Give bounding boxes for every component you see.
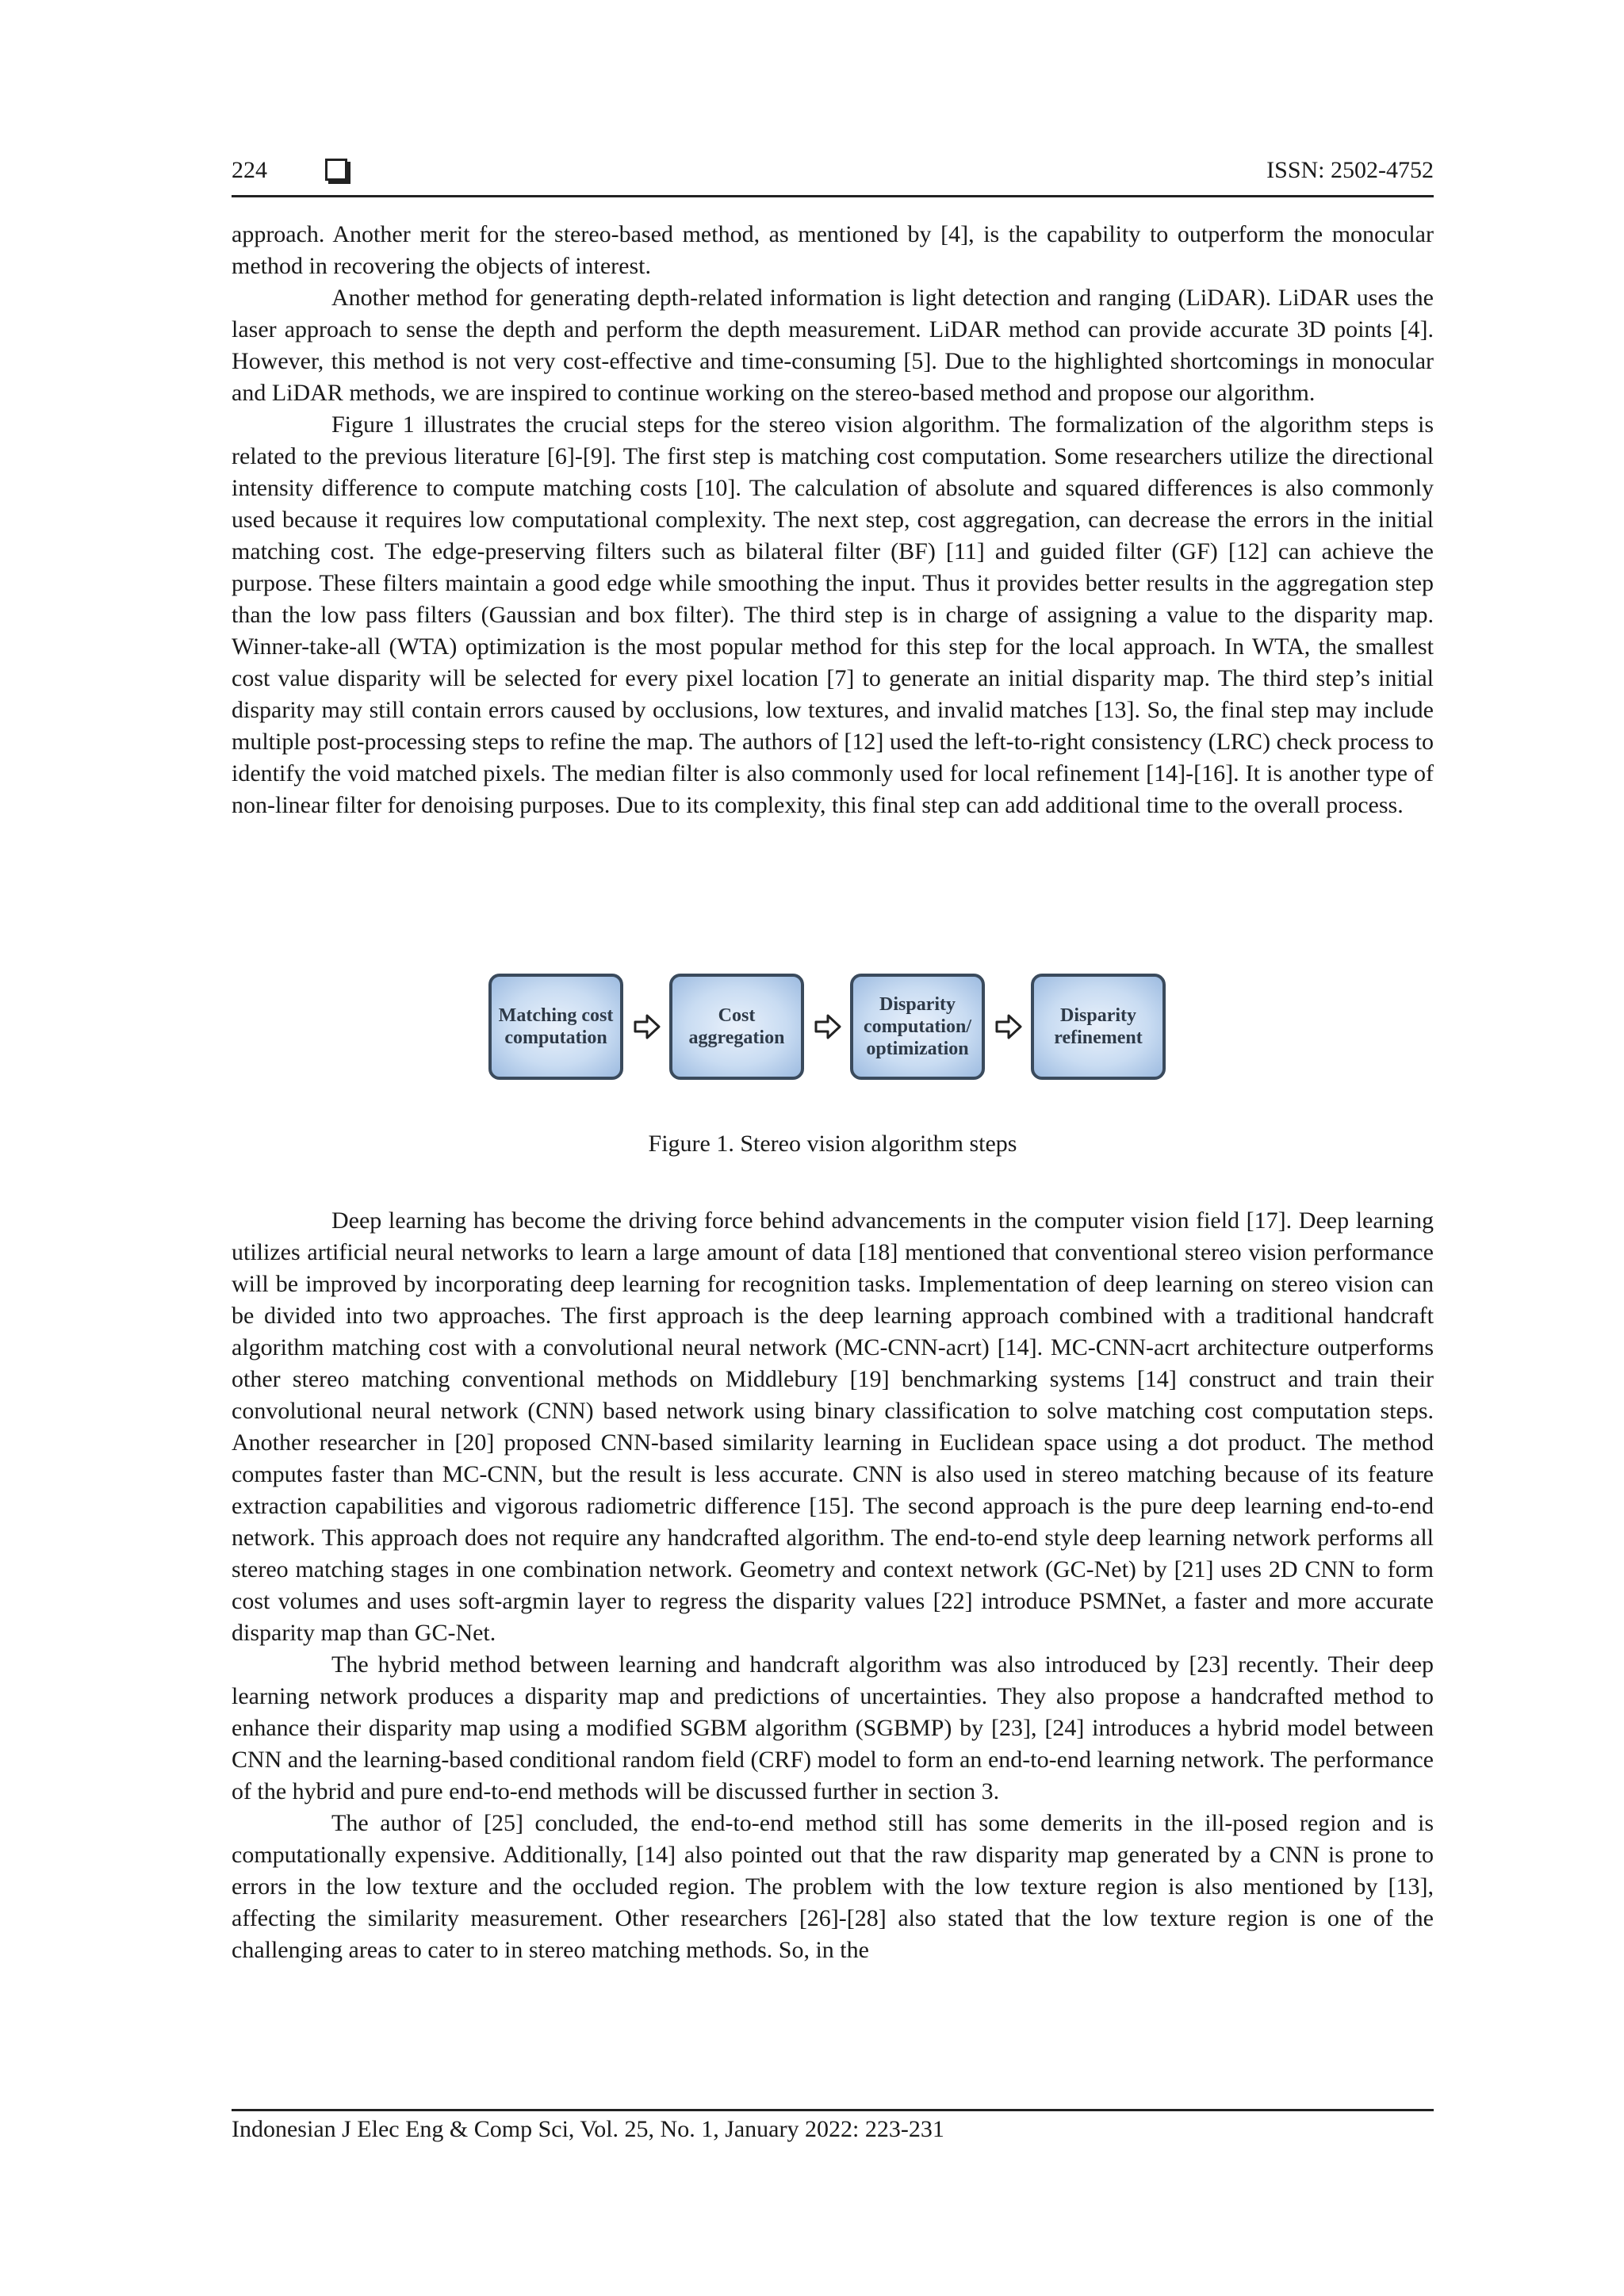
body-section-bottom bbox=[232, 1205, 1434, 1966]
page-footer bbox=[232, 2109, 1434, 2143]
checkbox-square-icon bbox=[325, 159, 347, 181]
paragraph: Deep learning has become the driving force behind advancements in the computer vision field [17]. Deep learning utilizes artificial neural networks to learn a large amount of data [18] mentioned that conventional stereo vision performance will be improved by incorporating deep learning for recognition tasks. Implementation of deep learning on stereo vision can be divided into two approaches. The first approach is the deep learning approach combined with a traditional handcraft algorithm matching cost with a convolutional neural network (MC-CNN-acrt) [14]. MC-CNN-acrt architecture outperforms other stereo matching conventional methods on Middlebury [19] benchmarking systems [14] construct and train their convolutional neural network (CNN) based network using binary classification to solve matching cost computation steps. Another researcher in [20] proposed CNN-based similarity learning in Euclidean space using a dot product. The method computes faster than MC-CNN, but the result is less accurate. CNN is also used in stereo matching because of its feature extraction capabilities and vigorous radiometric difference [15]. The second approach is the pure deep learning end-to-end network. This approach does not require any handcrafted algorithm. The end-to-end style deep learning network performs all stereo matching stages in one combination network. Geometry and context network (GC-Net) by [21] uses 2D CNN to form cost volumes and uses soft-argmin layer to regress the disparity values [22] introduce PSMNet, a faster and more accurate disparity map than GC-Net. bbox=[232, 1207, 1434, 1646]
issn-label: ISSN: 2502-4752 bbox=[1266, 157, 1434, 183]
figure-1-flowchart bbox=[488, 974, 1178, 1085]
page-header bbox=[232, 151, 1434, 197]
paragraph: Another method for generating depth-related information is light detection and ranging (LiDAR). LiDAR uses the laser approach to sense the depth and perform the depth measurement. LiDAR method can provide accurate 3D points [4]. However, this method is not very cost-effective and time-consuming [5]. Due to the highlighted shortcomings in monocular and LiDAR methods, we are inspired to continue working on the stereo-based method and propose our algorithm. bbox=[232, 285, 1434, 406]
paragraph: The hybrid method between learning and handcraft algorithm was also introduced by [23] recently. Their deep learning network produces a disparity map and predictions of uncertainties. They also propose a handcrafted method to enhance their disparity map using a modified SGBM algorithm (SGBMP) by [23], [24] introduces a hybrid model between CNN and the learning-based conditional random field (CRF) model to form an end-to-end learning network. The performance of the hybrid and pure end-to-end methods will be discussed further in section 3. bbox=[232, 1651, 1434, 1804]
right-arrow-icon bbox=[994, 1013, 1023, 1040]
paragraph: approach. Another merit for the stereo-based method, as mentioned by [4], is the capability to outperform the monocular method in recovering the objects of interest. bbox=[232, 221, 1434, 279]
flow-step-disparity-computation: Disparity computation/ optimization bbox=[850, 974, 985, 1080]
paragraph: Figure 1 illustrates the crucial steps for the stereo vision algorithm. The formalization of the algorithm steps is related to the previous literature [6]-[9]. The first step is matching cost computation. Some researchers utilize the directional intensity difference to compute matching costs [10]. The calculation of absolute and squared differences is also commonly used because it requires low computational complexity. The next step, cost aggregation, can decrease the errors in the initial matching cost. The edge-preserving filters such as bilateral filter (BF) [11] and guided filter (GF) [12] can achieve the purpose. These filters maintain a good edge while smoothing the input. Thus it provides better results in the aggregation step than the low pass filters (Gaussian and box filter). The third step is in charge of assigning a value to the disparity map. Winner-take-all (WTA) optimization is the most popular method for this step for the local approach. In WTA, the smallest cost value disparity will be selected for every pixel location [7] to generate an initial disparity map. The third step’s initial disparity may still contain errors caused by occlusions, low textures, and invalid matches [13]. So, the final step may include multiple post-processing steps to refine the map. The authors of [12] used the left-to-right consistency (LRC) check process to identify the void matched pixels. The median filter is also commonly used for local refinement [14]-[16]. It is another type of non-linear filter for denoising purposes. Due to its complexity, this final step can add additional time to the overall process. bbox=[232, 411, 1434, 818]
body-section-top bbox=[232, 219, 1434, 821]
page-number: 224 bbox=[232, 157, 267, 183]
figure-caption: Figure 1. Stereo vision algorithm steps bbox=[648, 1131, 1017, 1157]
flow-step-disparity-refinement: Disparity refinement bbox=[1031, 974, 1166, 1080]
right-arrow-icon bbox=[633, 1013, 661, 1040]
flow-step-cost-aggregation: Cost aggregation bbox=[669, 974, 804, 1080]
right-arrow-icon bbox=[814, 1013, 842, 1040]
page bbox=[232, 151, 1434, 1963]
paragraph: The author of [25] concluded, the end-to-end method still has some demerits in the ill-posed region and is computationally expensive. Additionally, [14] also pointed out that the raw disparity map generated by a CNN is prone to errors in the low texture and the occluded region. The problem with the low texture region is also mentioned by [13], affecting the similarity measurement. Other researchers [26]-[28] also stated that the low texture region is one of the challenging areas to cater to in stereo matching methods. So, in the bbox=[232, 1810, 1434, 1963]
journal-citation: Indonesian J Elec Eng & Comp Sci, Vol. 25, No. 1, January 2022: 223-231 bbox=[232, 2116, 944, 2142]
flow-step-matching-cost: Matching cost computation bbox=[488, 974, 623, 1080]
